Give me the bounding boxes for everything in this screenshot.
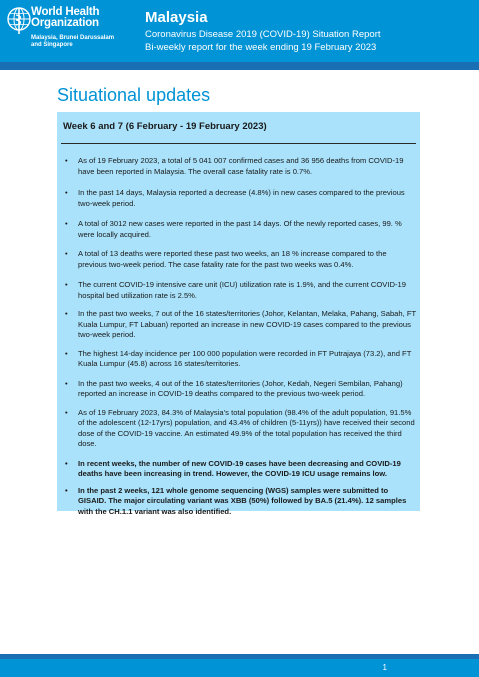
- situational-updates-panel: [57, 112, 420, 516]
- update-text: In recent weeks, the number of new COVID-19 cases have been decreasing and COVID-19 deaths have been increasing in trend. However, the COVID-19 ICU usage remains low.: [78, 458, 401, 478]
- update-text: In the past 2 weeks, 121 whole genome sequencing (WGS) samples were submitted to GISAID. The major circulating variant was XBB (50%) followed by BA.5 (21.4%). 12 samples with the CH.1.1 variant was also identified.: [78, 485, 407, 516]
- bullet-icon: •: [65, 280, 68, 289]
- update-text: A total of 3012 new cases were reported in the past 14 days. Of the newly reported cases, 99. % were locally acquired.: [78, 219, 402, 239]
- who-emblem-icon: [6, 6, 32, 36]
- org-name-line1: World Health: [31, 6, 100, 18]
- bullet-icon: •: [65, 188, 68, 197]
- update-item: [61, 486, 416, 518]
- country-title: Malaysia: [145, 9, 208, 26]
- bullet-icon: •: [65, 458, 68, 468]
- report-period: Bi-weekly report for the week ending 19 February 2023: [145, 42, 377, 53]
- update-item: [61, 349, 416, 370]
- org-subtitle-line2: and Singapore: [31, 42, 73, 48]
- report-title: Coronavirus Disease 2019 (COVID-19) Situation Report: [145, 29, 381, 40]
- update-text: In the past two weeks, 7 out of the 16 states/territories (Johor, Kelantan, Melaka, Pahang, Sabah, FT Kuala Lumpur, FT Labuan) reported an increase in new COVID-19 cases compared to the previous two-week period.: [78, 309, 416, 339]
- update-item: [61, 188, 416, 209]
- update-text: As of 19 February 2023, a total of 5 041 007 confirmed cases and 36 956 deaths from COVID-19 have been reported in Malaysia. The overall case fatality rate is 0.7%.: [78, 156, 404, 176]
- update-item: [61, 309, 416, 341]
- update-text: In the past 14 days, Malaysia reported a decrease (4.8%) in new cases compared to the previous two-week period.: [78, 188, 405, 208]
- update-item: [61, 379, 416, 400]
- update-text: A total of 13 deaths were reported these past two weeks, an 18 % increase compared to the previous two-week period. The case fatality rate for the past two weeks was 0.4%.: [78, 249, 387, 269]
- bullet-icon: •: [65, 249, 68, 258]
- week-heading: Week 6 and 7 (6 February - 19 February 2023): [63, 121, 267, 132]
- page-number: 1: [382, 663, 387, 672]
- bullet-icon: •: [65, 309, 68, 318]
- updates-list: [61, 148, 416, 517]
- update-item: [61, 156, 416, 177]
- update-item: [61, 459, 416, 480]
- org-name-line2: Organization: [31, 16, 99, 29]
- bullet-icon: •: [65, 219, 68, 228]
- bullet-icon: •: [65, 407, 68, 417]
- bullet-icon: •: [65, 485, 68, 495]
- heading-divider: [61, 143, 416, 144]
- footer-stripe: [0, 654, 479, 659]
- bullet-icon: •: [65, 348, 68, 358]
- bullet-icon: •: [65, 156, 68, 165]
- org-subtitle-line1: Malaysia, Brunei Darussalam: [31, 35, 115, 41]
- bullet-icon: •: [65, 378, 68, 388]
- update-text: The current COVID-19 intensive care unit (ICU) utilization rate is 1.9%, and the current COVID-19 hospital bed utilization rate is 2.5%.: [78, 280, 406, 300]
- org-subtitle: [31, 35, 114, 49]
- update-item: [61, 280, 416, 301]
- update-item: [61, 408, 416, 450]
- update-text: The highest 14-day incidence per 100 000 population were recorded in FT Putrajaya (73.2), and FT Kuala Lumpur (45.8) across 16 states/territories.: [78, 348, 412, 368]
- update-text: As of 19 February 2023, 84.3% of Malaysia’s total population (98.4% of the adult population, 91.5% of the adolescent (12-17yrs) population, and 43.4% of children (5-11yrs)) have received their second dose of the COVID-19 vaccine. An estimated 49.9% of the total population has received the third dose.: [78, 407, 415, 448]
- org-name: [31, 7, 99, 28]
- update-item: [61, 249, 416, 270]
- update-item: [61, 219, 416, 240]
- header-stripe: [0, 62, 479, 70]
- update-text: In the past two weeks, 4 out of the 16 states/territories (Johor, Kedah, Negeri Sembilan, Pahang) reported an increase in COVID-19 deaths compared to the previous two-week period.: [78, 378, 403, 398]
- section-title: Situational updates: [57, 85, 211, 105]
